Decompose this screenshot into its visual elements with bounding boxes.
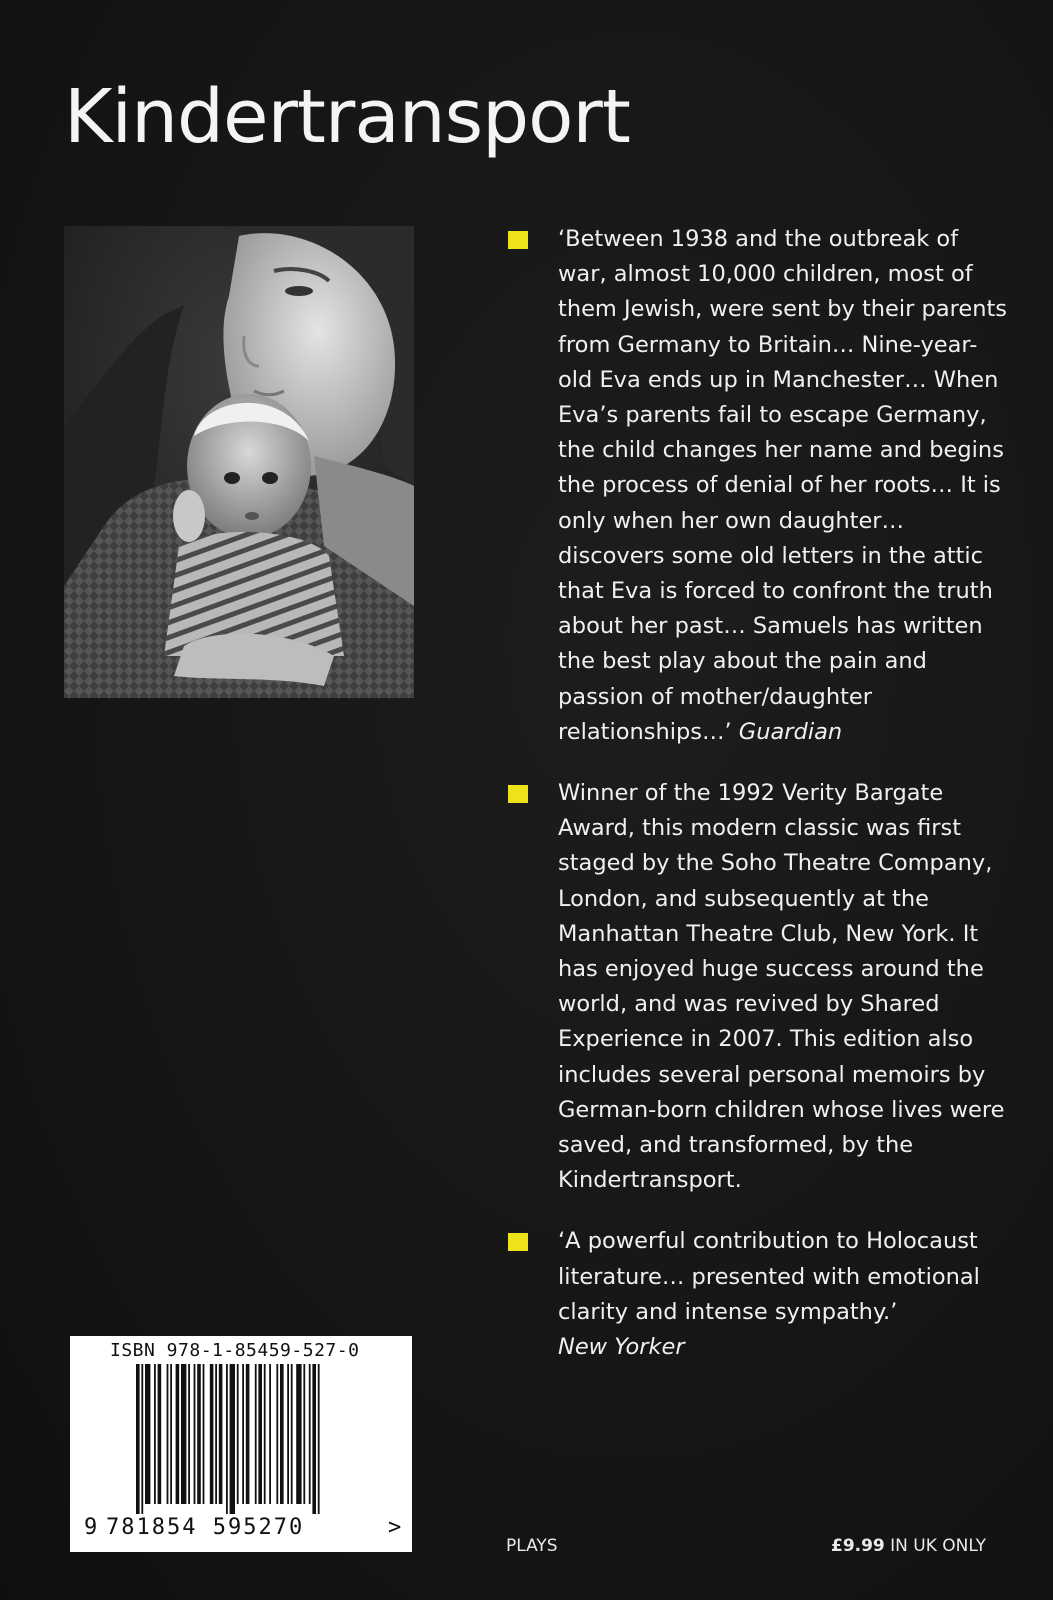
barcode-bar [242,1364,244,1504]
photo-illustration [64,226,414,698]
barcode-bar [219,1364,223,1504]
barcode-bar [255,1364,257,1504]
blurb-source: New Yorker [558,1334,685,1361]
barcode-bar [269,1364,271,1504]
barcode-bar [188,1364,190,1504]
barcode-bar [181,1364,186,1504]
yellow-square-bullet-icon [508,231,528,249]
barcode-bar [264,1364,266,1504]
barcode-bar [296,1364,301,1504]
isbn-barcode [70,1336,412,1552]
barcode-bar [237,1364,239,1504]
blurb-list [508,222,1008,1365]
barcode-bar [170,1364,172,1504]
blurb-text: ‘Between 1938 and the outbreak of war, almost 10,000 children, most of them Jewish, were sent by their parents from Germany to Britain… Nine-year-old Eva ends up in Manchester… When Eva’s parents fail to escape Germany, the child changes her name and begins the process of denial of her roots… It is only when her own daughter… discovers some old letters in the attic that Eva is forced to confront the truth about her past… Samuels has written the best play about the pain and passion of mother/daughter relationships…’ [558,226,1008,745]
barcode-bar [194,1364,196,1504]
book-title: Kindertransport [64,74,630,160]
barcode-bar [203,1364,205,1504]
barcode-bar [226,1364,228,1514]
barcode-bar [141,1364,143,1514]
barcode-bar [158,1364,162,1504]
blurb-description [508,776,1008,1198]
barcode-bar [176,1364,180,1504]
barcode-bar [291,1364,293,1504]
yellow-square-bullet-icon [508,1233,528,1251]
barcode-digits: 781854 595270 [106,1515,305,1540]
barcode-bar [210,1364,214,1504]
barcode-bar [303,1364,305,1504]
barcode-bar [230,1364,235,1514]
barcode-bar [154,1364,156,1504]
barcode-bars [70,1364,412,1514]
barcode-bar [318,1364,320,1514]
price-amount: £9.99 [830,1536,885,1556]
barcode-bar [280,1364,284,1504]
blurb-source: Guardian [738,718,843,745]
blurb-new-yorker [508,1224,1008,1365]
barcode-lead-digit: 9 [84,1515,98,1540]
barcode-bar [136,1364,140,1514]
barcode-bar [276,1364,278,1504]
barcode-bar [246,1364,250,1504]
barcode-bar [258,1364,262,1504]
blurb-text: Winner of the 1992 Verity Bargate Award, this modern classic was first staged by the Soho Theatre Company, London, and subsequently at the Manhattan Theatre Club, New York. It has enjoyed huge success around the world, and was revived by Shared Experience in 2007. This edition also includes several personal memoirs by German-born children whose lives were saved, and transformed, by the Kindertransport. [558,780,1005,1194]
category-label: PLAYS [506,1536,558,1556]
yellow-square-bullet-icon [508,785,528,803]
isbn-label: ISBN 978-1-85459-527-0 [110,1340,360,1361]
barcode-bar [309,1364,311,1504]
price-note: IN UK ONLY [890,1536,986,1556]
blurb-guardian [508,222,1008,750]
barcode-bar [197,1364,201,1504]
price-label [831,1536,986,1556]
barcode-bar [167,1364,169,1504]
barcode-bar [145,1364,150,1504]
barcode-bar [312,1364,316,1514]
barcode-bar [287,1364,289,1504]
blurb-text: ‘A powerful contribution to Holocaust literature… presented with emotional clarity and intense sympathy.’ [558,1228,980,1325]
barcode-arrow: > [388,1515,402,1540]
cover-photo-girl-with-doll [64,226,414,698]
barcode-bar [215,1364,217,1504]
